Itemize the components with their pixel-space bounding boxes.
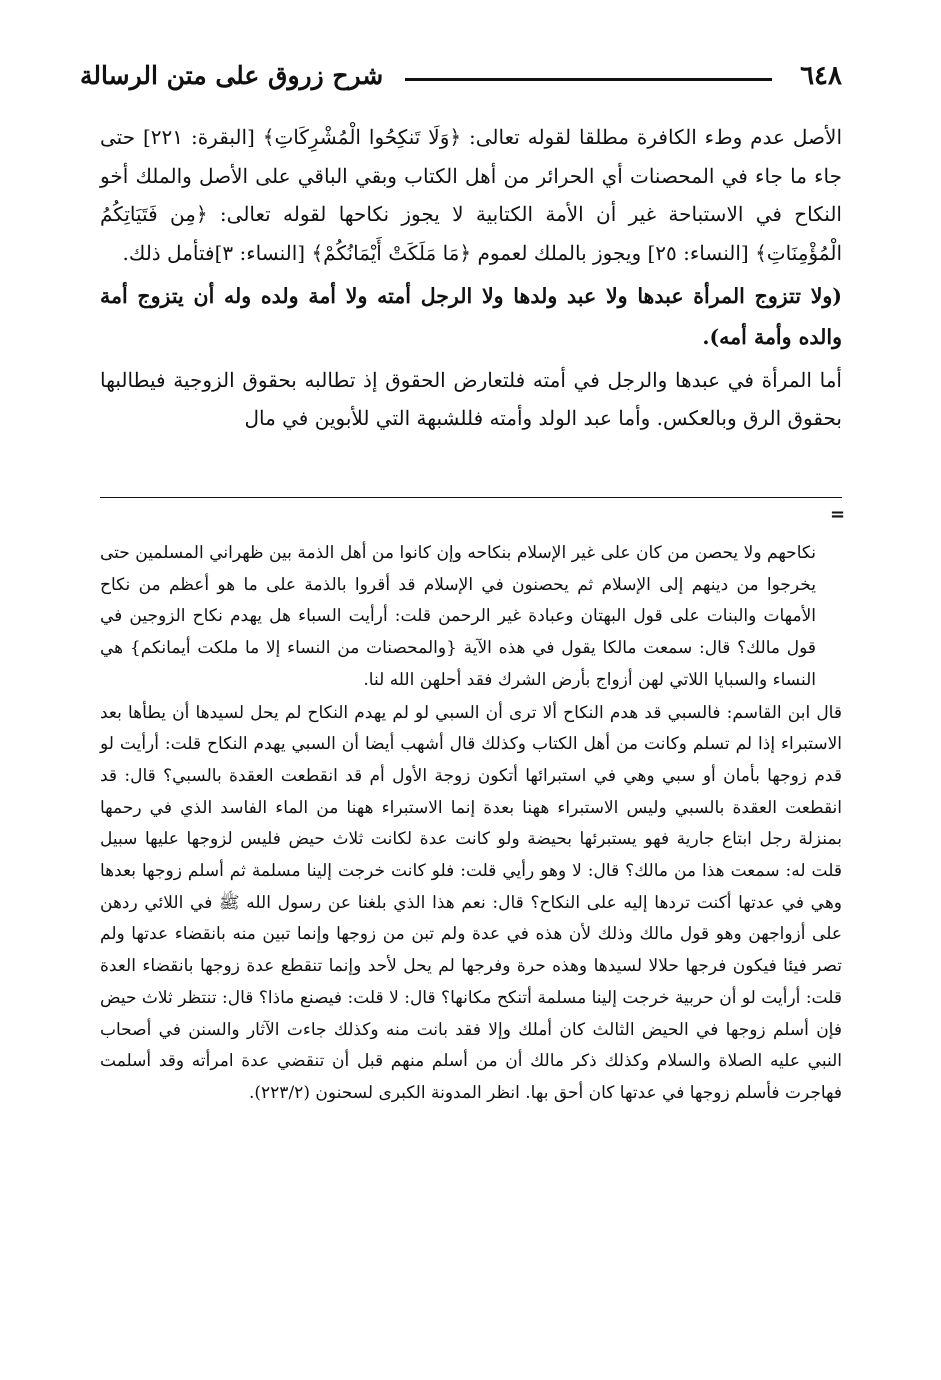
- main-text: [100, 118, 842, 437]
- page-number: ٦٤٨: [800, 61, 842, 91]
- matn-paragraph: (ولا تتزوج المرأة عبدها ولا عبد ولدها ولا الرجل أمته ولا أمة ولده وله أن يتزوج أمة والده وأمة أمه).: [100, 284, 842, 349]
- footnote-continuation-marker: =: [830, 504, 846, 525]
- book-title: شرح زروق على متن الرسالة: [80, 61, 384, 90]
- page-header: [80, 58, 842, 98]
- intro-paragraph: الأصل عدم وطء الكافرة مطلقا لقوله تعالى: ﴿وَلَا تَنكِحُوا الْمُشْرِكَاتِ﴾ [البقرة: ٢٢١] حتى جاء ما جاء في المحصنات أي الحرائر من أهل الكتاب وبقي الباقي على الأصل والملك أخو النكاح في الاستباحة غير أن الأمة الكتابية لا يجوز نكاحها لقوله تعالى: ﴿مِن فَتَيَاتِكُمُ الْمُؤْمِنَاتِ﴾ [النساء: ٢٥] ويجوز بالملك لعموم ﴿مَا مَلَكَتْ أَيْمَانُكُمْ﴾ [النساء: ٣]فتأمل ذلك.: [100, 125, 842, 265]
- sharh-paragraph: أما المرأة في عبدها والرجل في أمته فلتعارض الحقوق إذ تطالبه بحقوق الزوجية فيطالبها بحقوق الرق وبالعكس. وأما عبد الولد وأمته فللشبهة التي للأبوين في مال: [100, 368, 842, 430]
- footnote-separator: [100, 497, 842, 498]
- footnote-continued: نكاحهم ولا يحصن من كان على غير الإسلام بنكاحه وإن كانوا من أهل الذمة بين ظهراني المسلمين حتى يخرجوا من دينهم إلى الإسلام ثم يحصنون في الإسلام قد أقروا بالذمة على ما هو أعظم من نكاح الأمهات والبنات على قول البهتان وعبادة غير الرحمن قلت: أرأيت السباء هل يهدم نكاح الزوجين في قول مالك؟ قال: سمعت مالكا يقول في هذه الآية {والمحصنات من النساء إلا ما ملكت أيمانكم} هي النساء والسبايا اللاتي لهن أزواج بأرض الشرك فقد أحلهن الله لنا.: [100, 543, 816, 690]
- footnotes: [100, 538, 842, 1110]
- header-rule: [405, 78, 772, 81]
- footnote-second: قال ابن القاسم: فالسبي قد هدم النكاح ألا ترى أن السبي لو لم يهدم النكاح لم يحل لسيدها أن يطأها بعد الاستبراء إذا لم تسلم وكانت من أهل الكتاب وكذلك قال أشهب أيضا أن السبي يهدم النكاح قلت: أرأيت لو قدم زوجها بأمان أو سبي وهي في استبرائها أتكون زوجة الأول أم قد انقطعت العقدة بالسبي؟ قال: قد انقطعت العقدة بالسبي وليس الاستبراء ههنا بعدة إنما الاستبراء ههنا من الماء الفاسد الذي في رحمها بمنزلة رجل ابتاع جارية فهو يستبرئها بحيضة ولو كانت عدة لكانت ثلاث حيض فليس لزوجها عليها سبيل قلت له: سمعت هذا من مالك؟ قال: لا وهو رأيي قلت: فلو كانت خرجت إلينا مسلمة ثم أسلم زوجها بعدها وهي في عدتها أكنت تردها إليه على النكاح؟ قال: نعم هذا الذي بلغنا عن رسول الله ﷺ في اللائي ردهن على أزواجهن وهو قول مالك وذلك لأن هذه في عدة ولم تبن من زوجها وإنما تبين منه بانقضاء عدتها ولم تصر فيئا فيكون فرجها حلالا لسيدها وهذه حرة وفرجها لم يحل لأحد وإنما تنقطع عدة زوجها بانقضاء العدة قلت: أرأيت لو أن حربية خرجت إلينا مسلمة أتنكح مكانها؟ قال: لا قلت: فيصنع ماذا؟ قال: تنتظر ثلاث حيض فإن أسلم زوجها في الحيض الثالث كان أملك وإلا فقد بانت منه وكذلك جاءت الآثار والسنن في أصحاب النبي عليه الصلاة والسلام وكذلك ذكر مالك أن من أسلم منهم قبل أن تنقضي عدة امرأته وقد أسلمت فهاجرت فأسلم زوجها في عدتها كان أحق بها. انظر المدونة الكبرى لسحنون (٢٢٣/٢).: [100, 702, 842, 1103]
